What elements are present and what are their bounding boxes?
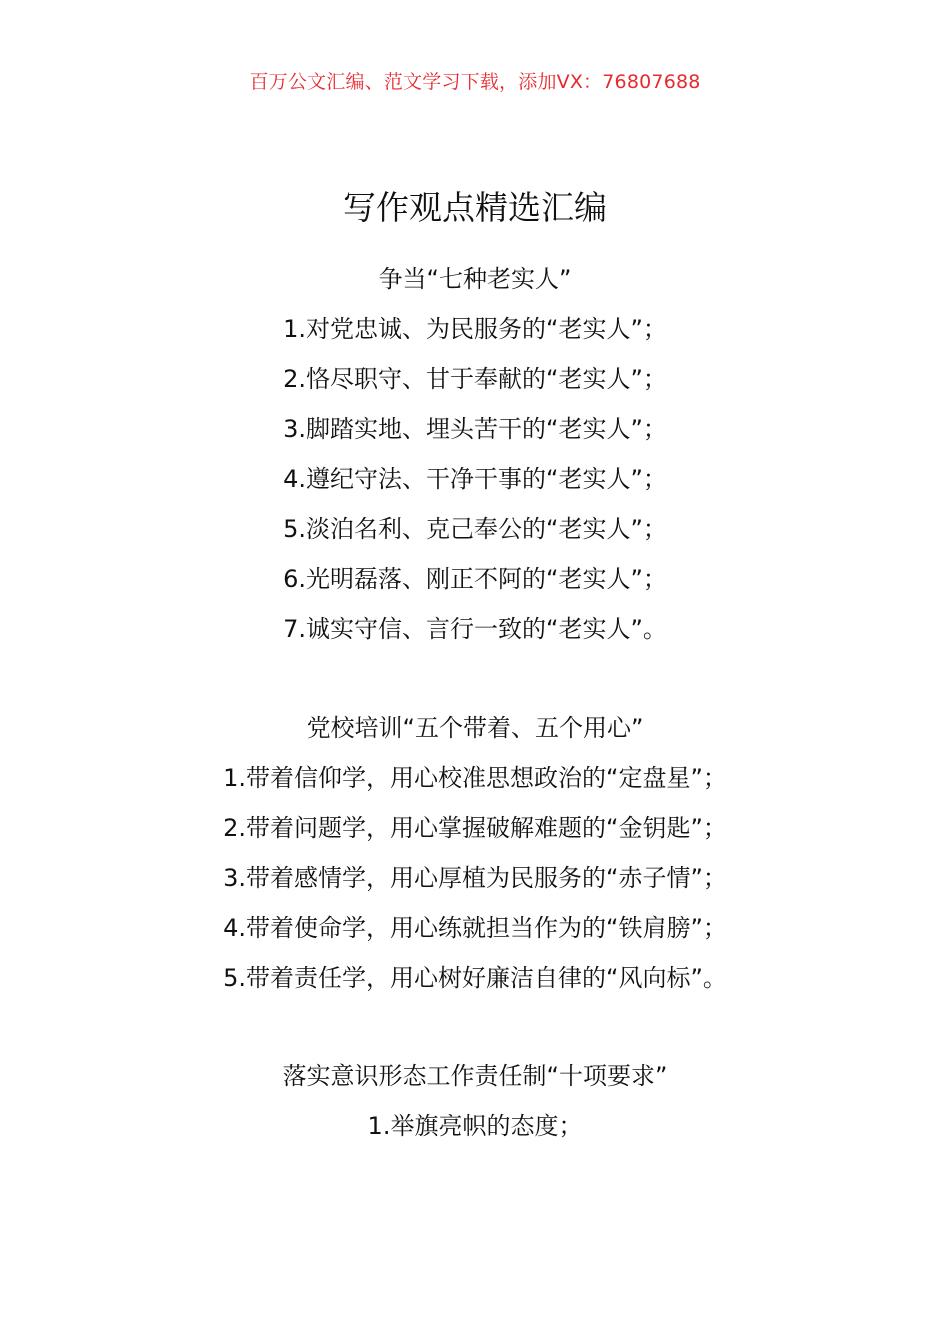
header-note: 百万公文汇编、范文学习下载，添加VX：76807688 [249,71,701,93]
list-item: 3.脚踏实地、埋头苦干的“老实人”； [283,415,667,443]
section-heading: 落实意识形态工作责任制“十项要求” [282,1062,668,1090]
list-item: 6.光明磊落、刚正不阿的“老实人”； [283,565,667,593]
section-party-school-training [0,703,950,1003]
list-item: 5.淡泊名利、克己奉公的“老实人”； [283,515,667,543]
list-item: 4.遵纪守法、干净干事的“老实人”； [283,465,667,493]
section-seven-honest-people [0,254,950,654]
list-item: 1.举旗亮帜的态度； [367,1112,583,1140]
document-title: 写作观点精选汇编 [343,188,607,227]
list-item: 1.对党忠诚、为民服务的“老实人”； [283,315,667,343]
list-item: 2.恪尽职守、甘于奉献的“老实人”； [283,365,667,393]
list-item: 2.带着问题学，用心掌握破解难题的“金钥匙”； [223,814,727,842]
section-heading: 党校培训“五个带着、五个用心” [306,714,644,742]
section-heading: 争当“七种老实人” [378,265,572,293]
list-item: 1.带着信仰学，用心校准思想政治的“定盘星”； [223,764,727,792]
list-item: 3.带着感情学，用心厚植为民服务的“赤子情”； [223,864,727,892]
list-item: 4.带着使命学，用心练就担当作为的“铁肩膀”； [223,914,727,942]
section-ideology-ten-requirements [0,1051,950,1151]
list-item: 5.带着责任学，用心树好廉洁自律的“风向标”。 [223,964,727,992]
list-item: 7.诚实守信、言行一致的“老实人”。 [283,615,667,643]
